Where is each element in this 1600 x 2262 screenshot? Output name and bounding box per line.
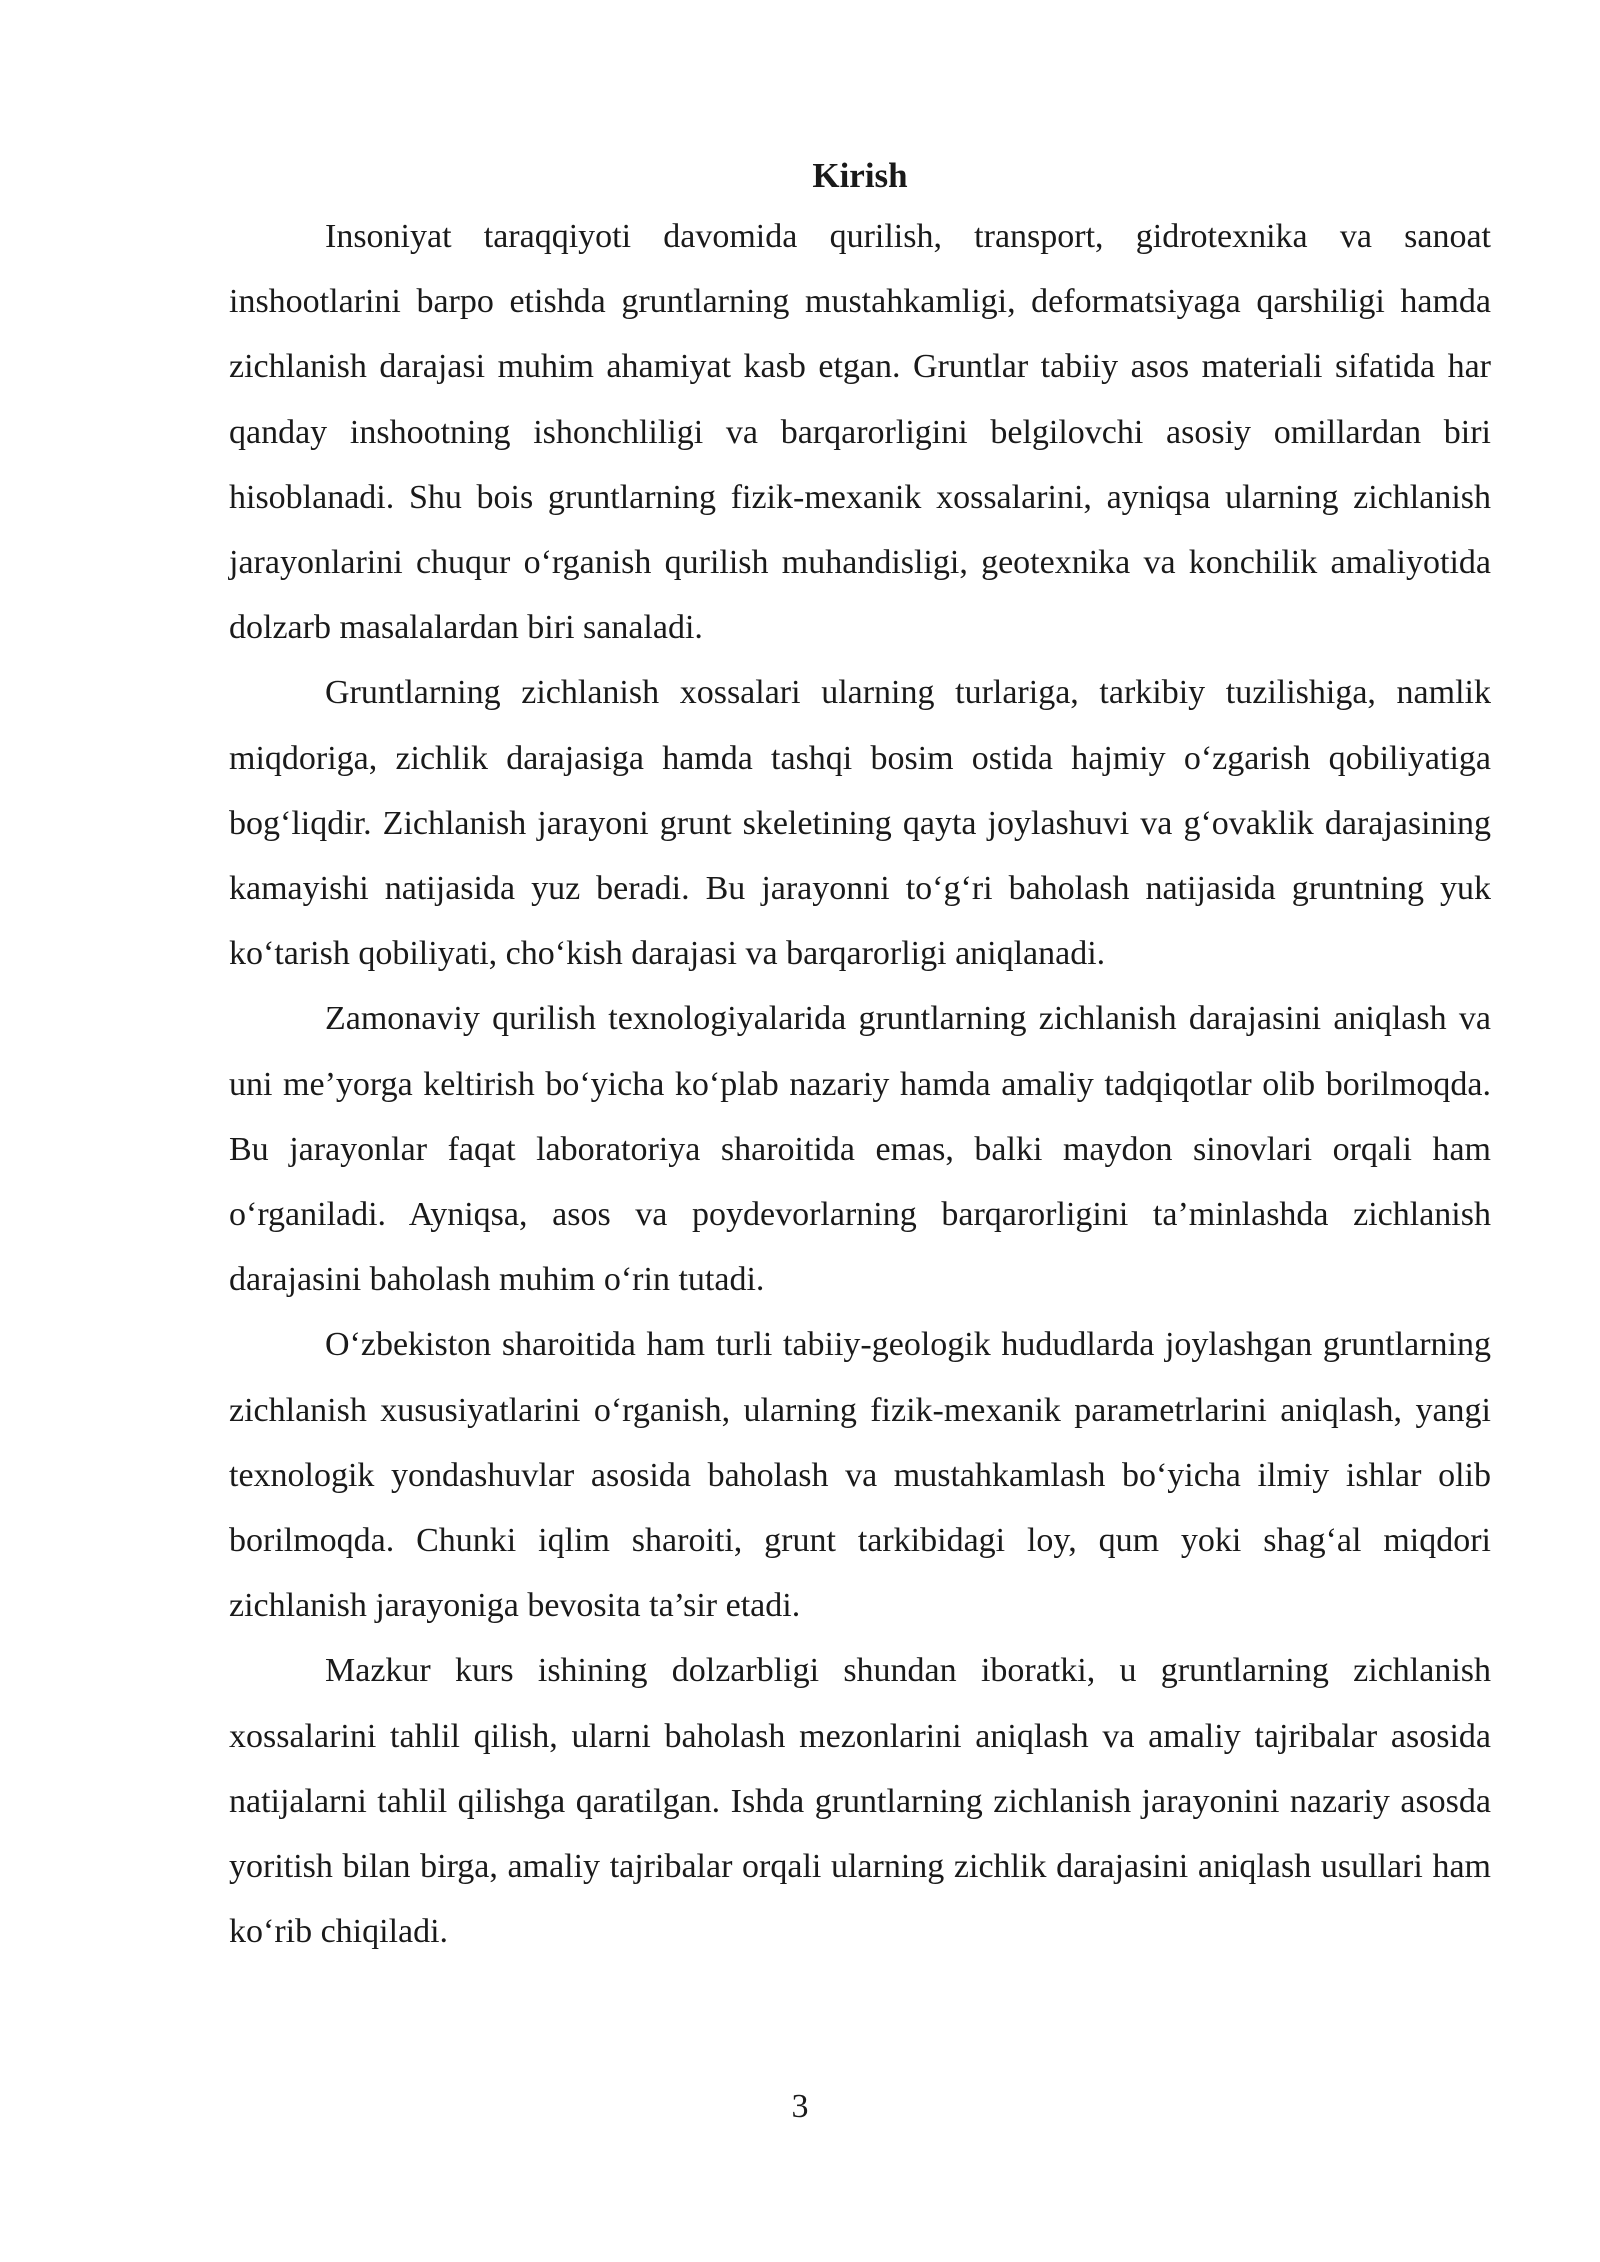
paragraph-3: Zamonaviy qurilish texnologiyalarida gruntlarning zichlanish darajasini aniqlash va uni me’yorga keltirish boʻyicha koʻplab nazariy hamda amaliy tadqiqotlar olib borilmoqda. Bu jarayonlar faqat laboratoriya sharoitida emas, balki maydon sinovlari orqali ham oʻrganiladi. Ayniqsa, asos va poydevorlarning barqarorligini ta’minlashda zichlanish darajasini baholash muhim oʻrin tutadi. — [229, 1000, 1491, 1299]
paragraph-5: Mazkur kurs ishining dolzarbligi shundan iboratki, u gruntlarning zichlanish xossalarini tahlil qilish, ularni baholash mezonlarini aniqlash va amaliy tajribalar asosida natijalarni tahlil qilishga qaratilgan. Ishda gruntlarning zichlanish jarayonini nazariy asosda yoritish bilan birga, amaliy tajribalar orqali ularning zichlik darajasini aniqlash usullari ham koʻrib chiqiladi. — [229, 1652, 1491, 1951]
section-title: Kirish — [812, 156, 908, 195]
paragraph-2: Gruntlarning zichlanish xossalari ularning turlariga, tarkibiy tuzilishiga, namlik miqdoriga, zichlik darajasiga hamda tashqi bosim ostida hajmiy oʻzgarish qobiliyatiga bogʻliqdir. Zichlanish jarayoni grunt skeletining qayta joylashuvi va gʻovaklik darajasining kamayishi natijasida yuz beradi. Bu jarayonni toʻgʻri baholash natijasida gruntning yuk koʻtarish qobiliyati, choʻkish darajasi va barqarorligi aniqlanadi. — [229, 674, 1491, 973]
paragraph-1: Insoniyat taraqqiyoti davomida qurilish, transport, gidrotexnika va sanoat inshootlarini barpo etishda gruntlarning mustahkamligi, deformatsiyaga qarshiligi hamda zichlanish darajasi muhim ahamiyat kasb etgan. Gruntlar tabiiy asos materiali sifatida har qanday inshootning ishonchliligi va barqarorligini belgilovchi asosiy omillardan biri hisoblanadi. Shu bois gruntlarning fizik-mexanik xossalarini, ayniqsa ularning zichlanish jarayonlarini chuqur oʻrganish qurilish muhandisligi, geotexnika va konchilik amaliyotida dolzarb masalalardan biri sanaladi. — [229, 218, 1491, 647]
page-content — [229, 148, 1491, 1964]
paragraph-4: Oʻzbekiston sharoitida ham turli tabiiy-geologik hududlarda joylashgan gruntlarning zichlanish xususiyatlarini oʻrganish, ularning fizik-mexanik parametrlarini aniqlash, yangi texnologik yondashuvlar asosida baholash va mustahkamlash boʻyicha ilmiy ishlar olib borilmoqda. Chunki iqlim sharoiti, grunt tarkibidagi loy, qum yoki shagʻal miqdori zichlanish jarayoniga bevosita ta’sir etadi. — [229, 1326, 1491, 1625]
page-number: 3 — [791, 2088, 809, 2125]
